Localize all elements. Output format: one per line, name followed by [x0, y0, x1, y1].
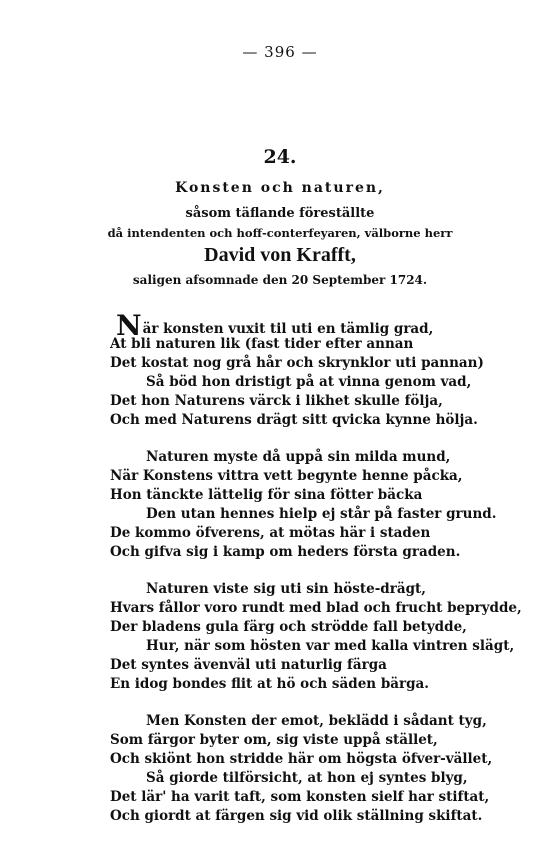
poem-line: När konsten vuxit til uti en tämlig grad, [116, 309, 434, 342]
poem-line: Som färgor byter om, sig viste uppå stället, [110, 732, 438, 748]
poem-line: Det kostat nog grå hår och skrynklor uti pannan) [110, 355, 484, 371]
poem-line: Hvars fållor voro rundt med blad och frucht beprydde, [110, 600, 522, 616]
poem-line: Och med Naturens drägt sitt qvicka kynne hölja. [110, 412, 478, 428]
poem-line: Der bladens gula färg och strödde fall betydde, [110, 619, 467, 635]
poem-line: Det syntes ävenväl uti naturlig färga [110, 657, 387, 673]
drop-cap: N [116, 309, 142, 342]
poem-line: Och skiönt hon stridde här om högsta öfver-vället, [110, 751, 493, 767]
honoree-name: David von Krafft, [204, 244, 356, 266]
poem-line: Men Konsten der emot, beklädd i sådant tyg, [146, 713, 487, 729]
poem-occasion: då intendenten och hoff-conterfeyaren, välborne herr [107, 226, 453, 240]
poem-line: Det lär' ha varit taft, som konsten sielf har stiftat, [110, 789, 490, 805]
poem-line: Det hon Naturens värck i likhet skulle följa, [110, 393, 443, 409]
death-date: saligen afsomnade den 20 September 1724. [132, 273, 428, 287]
poem-line: Naturen viste sig uti sin höste-drägt, [146, 581, 426, 597]
poem-line: När Konstens vittra vett begynte henne påcka, [110, 468, 463, 484]
poem-subtitle: såsom täflande föreställte [185, 206, 375, 221]
poem-line: At bli naturen lik (fast tider efter annan [110, 336, 414, 352]
poem-title: Konsten och naturen, [175, 180, 385, 196]
poem-line: Så böd hon dristigt på at vinna genom vad, [146, 374, 472, 390]
poem-number: 24. [263, 146, 297, 168]
page-number: — 396 — [242, 43, 318, 61]
poem-line: Hur, när som hösten var med kalla vintren slägt, [146, 638, 515, 654]
poem-line: Naturen myste då uppå sin milda mund, [146, 449, 451, 465]
poem-line: Och giordt at färgen sig vid olik ställning skiftat. [110, 808, 483, 824]
poem-line: En idog bondes flit at hö och säden bärga. [110, 676, 430, 692]
poem-line: Och gifva sig i kamp om heders första graden. [110, 544, 461, 560]
poem-line: Så giorde tilförsicht, at hon ej syntes blyg, [146, 770, 468, 786]
poem-line: Hon tänckte lättelig för sina fötter bäcka [110, 487, 423, 503]
poem-line: Den utan hennes hielp ej står på faster grund. [146, 506, 497, 522]
poem-line: De kommo öfverens, at mötas här i staden [110, 525, 431, 541]
